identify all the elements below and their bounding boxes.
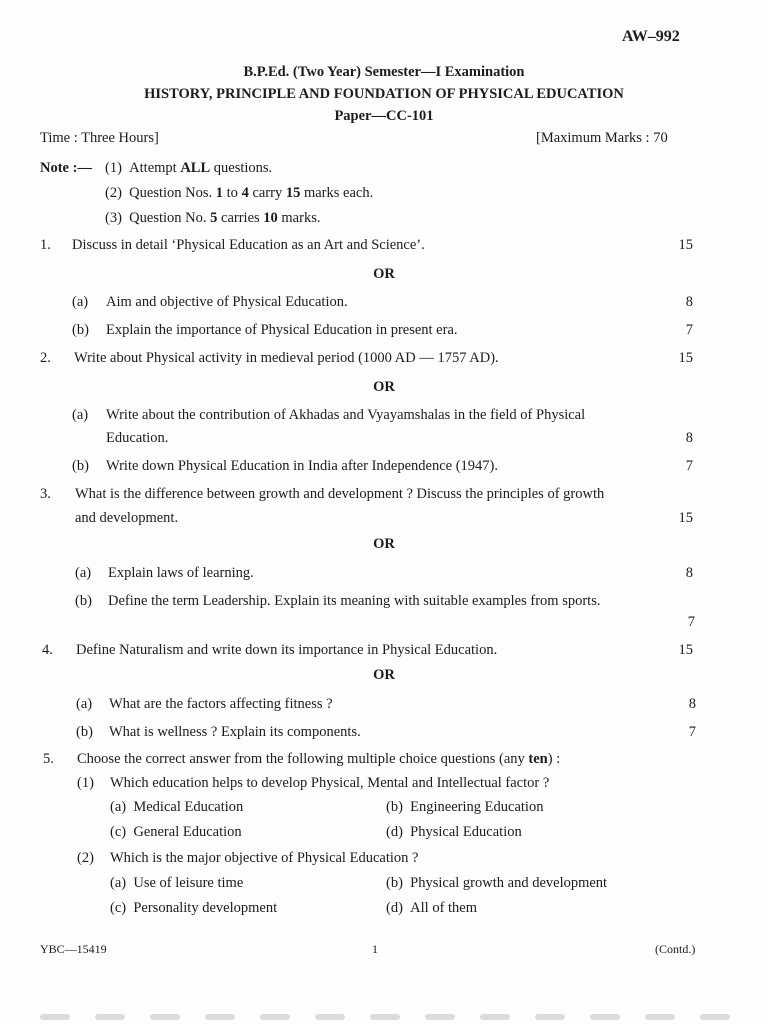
question-marks: 15 (678, 642, 693, 658)
note-label: Note :— (40, 160, 92, 176)
question-marks: 15 (678, 237, 693, 253)
max-marks-label: [Maximum Marks : 70 (536, 130, 668, 146)
note-item: (1) Attempt ALL questions. (105, 160, 273, 176)
question-text: Choose the correct answer from the following multiple choice questions (any ten) : (77, 751, 561, 767)
sub-question-text: Write down Physical Education in India after Independence (1947). (106, 458, 498, 474)
sub-question-text: What is wellness ? Explain its components. (109, 724, 361, 740)
sub-question-marks: 7 (685, 458, 693, 474)
sub-question-text: Aim and objective of Physical Education. (106, 294, 348, 310)
sub-question-marks: 8 (685, 430, 693, 446)
mcq-number: (2) (77, 850, 94, 866)
mcq-option: (b) Physical growth and development (386, 875, 608, 891)
question-text: What is the difference between growth and development ? Discuss the principles of growth (75, 486, 605, 502)
mcq-option: (d) Physical Education (386, 824, 522, 840)
mcq-question: Which education helps to develop Physical, Mental and Intellectual factor ? (110, 775, 550, 791)
or-divider: OR (373, 379, 395, 395)
page-number: 1 (372, 942, 378, 956)
continued-label: (Contd.) (655, 942, 696, 956)
question-marks: 15 (678, 350, 693, 366)
question-number: 4. (42, 642, 53, 658)
sub-question-marks: 7 (687, 614, 695, 630)
sub-question-text-continued: Education. (106, 430, 169, 446)
sub-question-marks: 8 (688, 696, 696, 712)
mcq-question: Which is the major objective of Physical Education ? (110, 850, 419, 866)
mcq-option: (a) Medical Education (110, 799, 244, 815)
sub-question-label: (a) (72, 294, 89, 310)
subject-title: HISTORY, PRINCIPLE AND FOUNDATION OF PHYSICAL EDUCATION (144, 86, 624, 102)
sub-question-marks: 7 (688, 724, 696, 740)
sub-question-label: (a) (75, 565, 92, 581)
mcq-option: (d) All of them (386, 900, 478, 916)
footer-code: YBC—15419 (40, 942, 107, 956)
question-text: Discuss in detail ‘Physical Education as an Art and Science’. (72, 237, 425, 253)
sub-question-marks: 8 (685, 565, 693, 581)
or-divider: OR (373, 266, 395, 282)
sub-question-label: (b) (76, 724, 93, 740)
mcq-option: (c) General Education (110, 824, 242, 840)
sub-question-label: (b) (72, 322, 89, 338)
sub-question-marks: 7 (685, 322, 693, 338)
paper-code: AW–992 (622, 28, 680, 45)
mcq-option: (b) Engineering Education (386, 799, 544, 815)
mcq-option: (a) Use of leisure time (110, 875, 244, 891)
question-text-continued: and development. (75, 510, 179, 526)
note-item: (3) Question No. 5 carries 10 marks. (105, 210, 321, 226)
question-number: 1. (40, 237, 51, 253)
sub-question-text: Write about the contribution of Akhadas and Vyayamshalas in the field of Physical (106, 407, 586, 423)
question-text: Write about Physical activity in medieval period (1000 AD — 1757 AD). (74, 350, 499, 366)
sub-question-text: Explain the importance of Physical Education in present era. (106, 322, 458, 338)
sub-question-text: Explain laws of learning. (108, 565, 254, 581)
time-label: Time : Three Hours] (40, 130, 159, 146)
question-number: 3. (40, 486, 51, 502)
note-item: (2) Question Nos. 1 to 4 carry 15 marks each. (105, 185, 374, 201)
mcq-option: (c) Personality development (110, 900, 278, 916)
paper-number: Paper—CC-101 (334, 108, 434, 124)
exam-title: B.P.Ed. (Two Year) Semester—I Examination (243, 64, 525, 80)
mcq-number: (1) (77, 775, 94, 791)
or-divider: OR (373, 536, 395, 552)
question-text: Define Naturalism and write down its importance in Physical Education. (76, 642, 498, 658)
sub-question-label: (a) (72, 407, 89, 423)
sub-question-text: Define the term Leadership. Explain its meaning with suitable examples from sports. (108, 593, 601, 609)
sub-question-label: (b) (72, 458, 89, 474)
sub-question-label: (b) (75, 593, 92, 609)
scan-bleed-through (40, 1006, 730, 1024)
question-number: 2. (40, 350, 51, 366)
sub-question-text: What are the factors affecting fitness ? (109, 696, 333, 712)
sub-question-marks: 8 (685, 294, 693, 310)
or-divider: OR (373, 667, 395, 683)
question-number: 5. (43, 751, 54, 767)
sub-question-label: (a) (76, 696, 93, 712)
question-marks: 15 (678, 510, 693, 526)
